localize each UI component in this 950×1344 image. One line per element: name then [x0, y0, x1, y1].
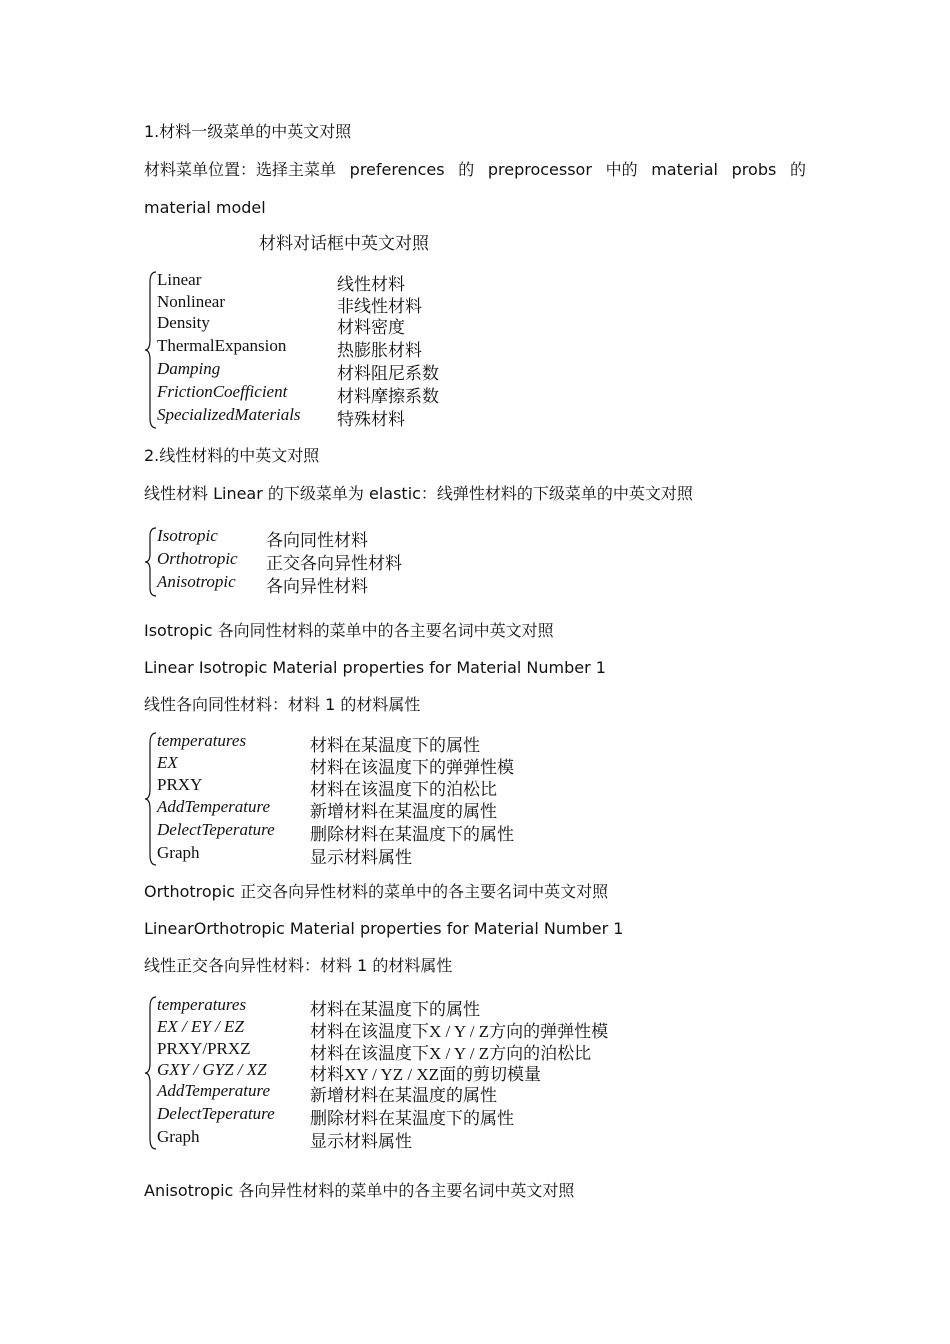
term-zh: 材料在该温度下的弹弹性模 [310, 758, 514, 777]
term-zh: 非线性材料 [337, 297, 422, 316]
term-zh: 删除材料在某温度下的属性 [310, 825, 514, 844]
term-en: SpecializedMaterials [157, 405, 301, 424]
term-zh: 特殊材料 [337, 410, 405, 429]
term-en: Nonlinear [157, 292, 225, 311]
term-zh: 材料阻尼系数 [337, 364, 439, 383]
term-zh: 删除材料在某温度下的属性 [310, 1109, 514, 1128]
term-en: Orthotropic [157, 549, 238, 568]
section-2-heading: 2.线性材料的中英文对照 [144, 446, 320, 465]
term-zh: 材料在该温度下的泊松比 [310, 780, 497, 799]
isotropic-dialog-title-zh: 线性各向同性材料：材料 1 的材料属性 [144, 695, 421, 714]
term-zh: 材料在该温度下X / Y / Z方向的弹弹性模 [310, 1022, 609, 1041]
term-en: Isotropic [157, 526, 218, 545]
left-brace-icon [144, 731, 158, 867]
term-zh: 各向同性材料 [266, 531, 368, 550]
menu-location-line-2: material model [144, 198, 266, 217]
term-zh: 正交各向异性材料 [266, 554, 402, 573]
term-en: PRXY [157, 775, 203, 794]
location-word: 中的 [605, 160, 638, 179]
location-word: preprocessor [487, 160, 592, 179]
term-zh: 材料摩擦系数 [337, 387, 439, 406]
location-word: 的 [789, 160, 806, 179]
location-word: preferences [349, 160, 445, 179]
term-en: EX / EY / EZ [157, 1017, 244, 1036]
term-en: DelectTeperature [157, 820, 275, 839]
left-brace-icon [144, 270, 158, 430]
section-2-intro: 线性材料 Linear 的下级菜单为 elastic：线弹性材料的下级菜单的中英文对照 [144, 484, 693, 503]
term-en: Graph [157, 843, 200, 862]
term-zh: 材料XY / YZ / XZ面的剪切模量 [310, 1065, 542, 1084]
term-zh: 线性材料 [337, 275, 405, 294]
term-zh: 新增材料在某温度的属性 [310, 1086, 497, 1105]
location-word: 材料菜单位置：选择主菜单 [144, 160, 337, 179]
term-zh: 材料密度 [337, 318, 405, 337]
term-en: temperatures [157, 995, 247, 1014]
left-brace-icon [144, 995, 158, 1151]
section-1-heading: 1.材料一级菜单的中英文对照 [144, 122, 352, 141]
term-zh: 新增材料在某温度的属性 [310, 802, 497, 821]
term-zh: 显示材料属性 [310, 848, 412, 867]
term-en: ThermalExpansion [157, 336, 287, 355]
location-word: probs [731, 160, 777, 179]
term-en: temperatures [157, 731, 247, 750]
term-zh: 材料在某温度下的属性 [310, 736, 480, 755]
location-word: material [651, 160, 718, 179]
anisotropic-heading: Anisotropic 各向异性材料的菜单中的各主要名词中英文对照 [144, 1181, 575, 1200]
term-en: Density [157, 313, 210, 332]
orthotropic-dialog-title: LinearOrthotropic Material properties for Material Number 1 [144, 919, 624, 938]
term-en: PRXY/PRXZ [157, 1039, 251, 1058]
term-zh: 材料在某温度下的属性 [310, 1000, 480, 1019]
term-en: FrictionCoefficient [157, 382, 288, 401]
left-brace-icon [144, 526, 158, 598]
term-en: DelectTeperature [157, 1104, 275, 1123]
term-en: Linear [157, 270, 202, 289]
term-en: Anisotropic [157, 572, 236, 591]
location-word: 的 [458, 160, 475, 179]
term-en: GXY / GYZ / XZ [157, 1060, 267, 1079]
term-en: EX [157, 753, 178, 772]
term-en: Graph [157, 1127, 200, 1146]
term-zh: 显示材料属性 [310, 1132, 412, 1151]
term-en: AddTemperature [157, 1081, 271, 1100]
isotropic-heading: Isotropic 各向同性材料的菜单中的各主要名词中英文对照 [144, 621, 554, 640]
term-zh: 各向异性材料 [266, 577, 368, 596]
term-zh: 热膨胀材料 [337, 341, 422, 360]
isotropic-dialog-title: Linear Isotropic Material properties for Material Number 1 [144, 658, 606, 677]
orthotropic-heading: Orthotropic 正交各向异性材料的菜单中的各主要名词中英文对照 [144, 882, 609, 901]
menu-location-line [144, 160, 806, 180]
orthotropic-dialog-title-zh: 线性正交各向异性材料：材料 1 的材料属性 [144, 956, 453, 975]
term-en: Damping [157, 359, 221, 378]
term-zh: 材料在该温度下X / Y / Z方向的泊松比 [310, 1044, 592, 1063]
dialog-caption: 材料对话框中英文对照 [259, 234, 429, 253]
term-en: AddTemperature [157, 797, 271, 816]
